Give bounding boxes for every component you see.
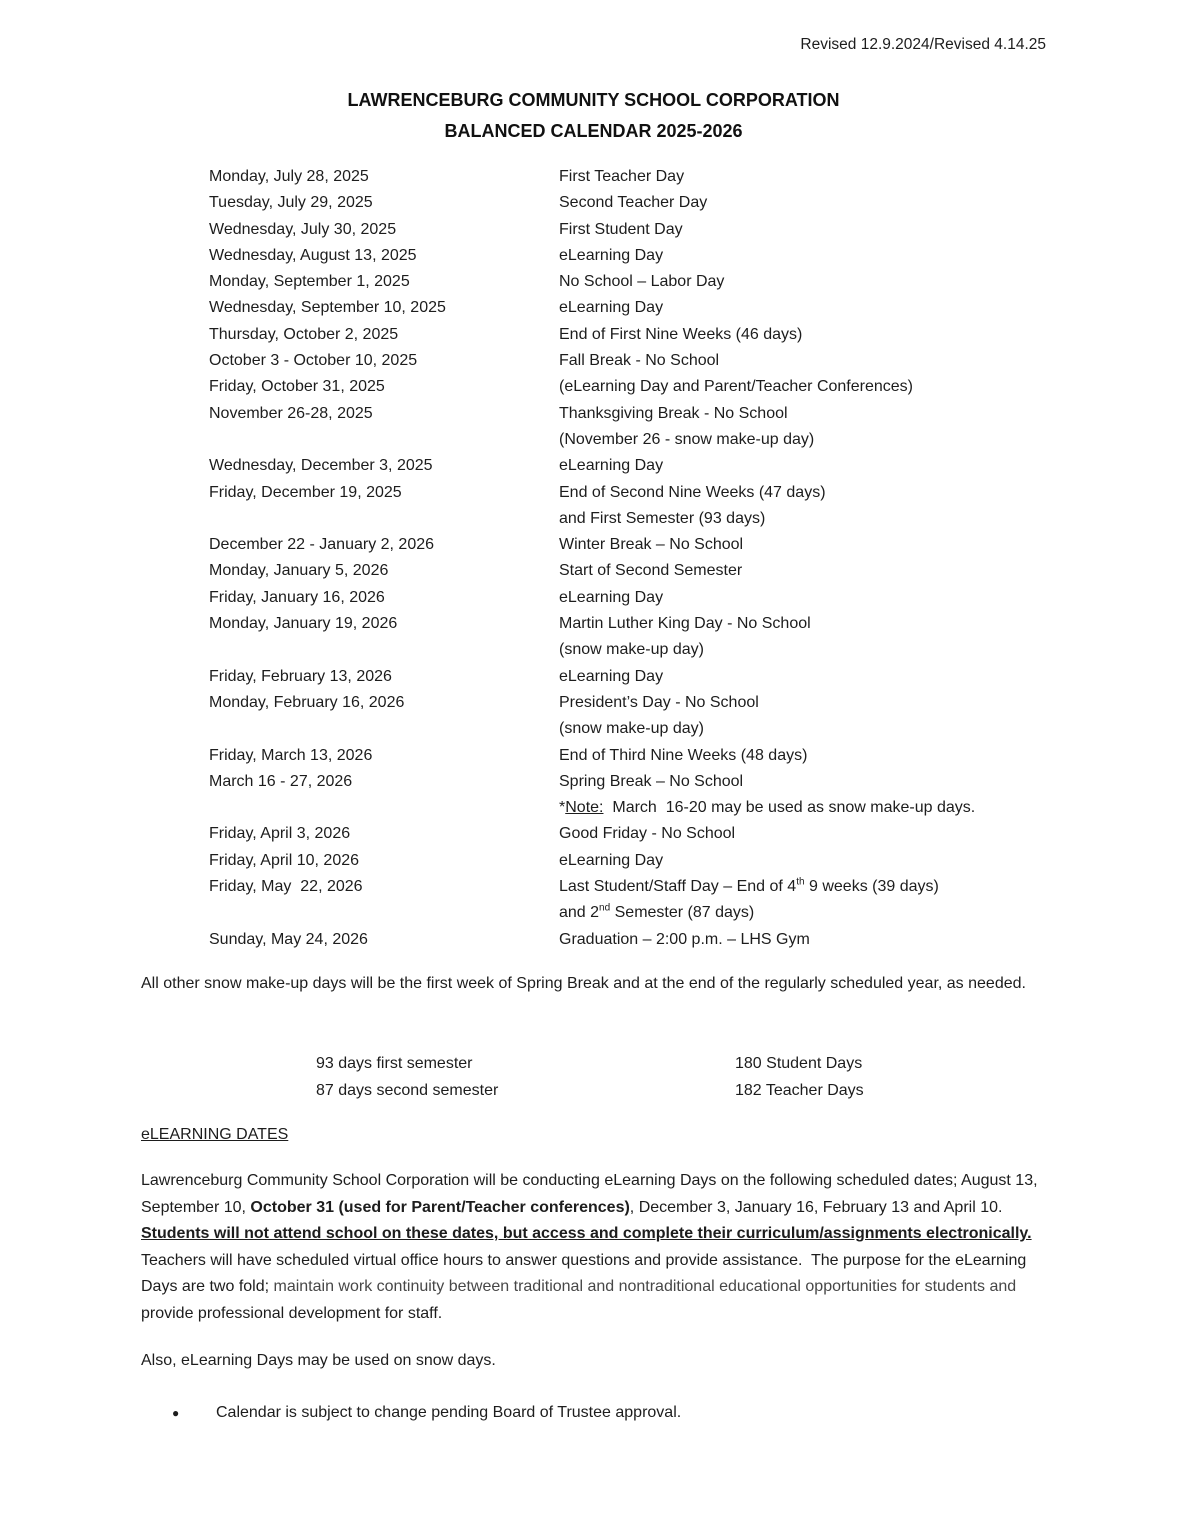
calendar-date: December 22 - January 2, 2026	[209, 536, 435, 554]
snow-makeup-note: All other snow make-up days will be the first week of Spring Break and at the end of the regularly scheduled year, as needed.	[141, 975, 1026, 992]
calendar-date: Friday, February 13, 2026	[209, 667, 392, 685]
elearning-paragraph	[141, 1168, 1047, 1328]
calendar-row	[209, 427, 975, 453]
calendar-date: Wednesday, September 10, 2025	[209, 299, 446, 317]
calendar-event	[559, 821, 735, 847]
calendar-row	[209, 585, 975, 611]
text-segment: Lawrenceburg Community School Corporation will be conducting eLearning Days on the following scheduled dates; August 13, September 10,	[141, 1172, 1042, 1216]
calendar-row	[209, 900, 975, 926]
text-segment: President’s Day - No School	[559, 693, 759, 711]
calendar-row	[209, 164, 975, 190]
calendar-date: Friday, April 3, 2026	[209, 825, 351, 843]
text-segment: eLearning Day	[559, 246, 664, 264]
calendar-event	[559, 874, 939, 900]
calendar-event	[559, 769, 743, 795]
calendar-event	[559, 690, 759, 716]
calendar-date: Monday, January 5, 2026	[209, 562, 389, 580]
text-segment: Graduation – 2:00 p.m. – LHS Gym	[559, 930, 810, 948]
text-segment: Martin Luther King Day - No School	[559, 615, 811, 633]
semester-days: 87 days second semester	[316, 1081, 499, 1099]
calendar-event	[559, 611, 811, 637]
title-line-2: BALANCED CALENDAR 2025-2026	[444, 121, 743, 141]
calendar-event	[559, 716, 704, 742]
calendar-row	[209, 848, 975, 874]
calendar-row	[209, 769, 975, 795]
text-segment: End of Third Nine Weeks (48 days)	[559, 746, 808, 764]
bullet-text: Calendar is subject to change pending Board of Trustee approval.	[216, 1404, 682, 1421]
calendar-event	[559, 795, 975, 821]
also-note: Also, eLearning Days may be used on snow days.	[141, 1352, 496, 1369]
calendar-row	[209, 716, 975, 742]
calendar-row	[209, 690, 975, 716]
calendar-event	[559, 558, 742, 584]
calendar-event	[559, 927, 810, 953]
semester-summary-row	[316, 1051, 864, 1078]
text-segment: maintain work continuity between traditional and nontraditional educational opportunities for students and	[273, 1278, 1021, 1296]
semester-summary-row	[316, 1078, 864, 1105]
calendar-event	[559, 848, 663, 874]
text-segment: Teachers will have scheduled virtual office hours to answer questions and provide assistance. The purpose for the eLearning Days are two fold;	[141, 1225, 1041, 1296]
text-segment: End of First Nine Weeks (46 days)	[559, 325, 803, 343]
calendar-row	[209, 295, 975, 321]
calendar-date: October 3 - October 10, 2025	[209, 352, 418, 370]
calendar-row	[209, 480, 975, 506]
total-days: 180 Student Days	[735, 1055, 863, 1072]
text-segment: Note:	[565, 799, 604, 817]
text-segment: *	[559, 799, 566, 817]
calendar-date	[209, 716, 559, 742]
calendar-event	[559, 664, 663, 690]
calendar-row	[209, 927, 975, 953]
calendar-event	[559, 269, 724, 295]
text-segment: (snow make-up day)	[559, 720, 704, 738]
calendar-date: Sunday, May 24, 2026	[209, 930, 368, 948]
text-segment: Semester (87 days)	[610, 904, 755, 922]
calendar-event	[559, 743, 807, 769]
text-segment: , December 3, January 16, February 13 and April 10.	[629, 1198, 1012, 1216]
calendar-event	[559, 322, 802, 348]
total-days: 182 Teacher Days	[735, 1081, 864, 1099]
calendar-row	[209, 558, 975, 584]
text-segment: No School – Labor Day	[559, 273, 725, 291]
title-line-1: LAWRENCEBURG COMMUNITY SCHOOL CORPORATION	[347, 90, 840, 110]
calendar-event	[559, 374, 913, 400]
calendar-event	[559, 243, 663, 269]
calendar-event	[559, 348, 719, 374]
text-segment: eLearning Day	[559, 667, 664, 685]
calendar-date: Wednesday, August 13, 2025	[209, 246, 417, 264]
calendar-row	[209, 743, 975, 769]
calendar-row	[209, 269, 975, 295]
calendar-row	[209, 506, 975, 532]
calendar-row	[209, 322, 975, 348]
calendar-event	[559, 217, 683, 243]
calendar-event	[559, 453, 663, 479]
bullet-item	[172, 1404, 681, 1422]
text-segment: Fall Break - No School	[559, 352, 720, 370]
calendar-row	[209, 217, 975, 243]
calendar-row	[209, 795, 975, 821]
calendar-date: Monday, September 1, 2025	[209, 273, 410, 291]
text-segment: 9 weeks (39 days)	[804, 878, 939, 896]
calendar-event	[559, 480, 826, 506]
calendar-date	[209, 795, 559, 821]
document-title	[0, 85, 1187, 147]
text-segment: End of Second Nine Weeks (47 days)	[559, 483, 826, 501]
calendar-row	[209, 348, 975, 374]
calendar-date: Friday, March 13, 2026	[209, 746, 373, 764]
calendar-row	[209, 374, 975, 400]
calendar-date: Friday, April 10, 2026	[209, 851, 360, 869]
calendar-date: November 26-28, 2025	[209, 404, 373, 422]
revision-note: Revised 12.9.2024/Revised 4.14.25	[800, 36, 1046, 53]
text-segment: (snow make-up day)	[559, 641, 704, 659]
calendar-row	[209, 532, 975, 558]
calendar-date: Friday, May 22, 2026	[209, 878, 363, 896]
semester-summary	[316, 1051, 864, 1104]
text-segment: provide professional development for staff.	[141, 1304, 443, 1322]
text-segment: eLearning Day	[559, 299, 664, 317]
calendar-date: Wednesday, December 3, 2025	[209, 457, 433, 475]
text-segment: Last Student/Staff Day – End of 4	[559, 878, 797, 896]
calendar-date	[209, 427, 559, 453]
text-segment: Second Teacher Day	[559, 194, 708, 212]
calendar-date: Monday, January 19, 2026	[209, 615, 398, 633]
calendar-event	[559, 532, 743, 558]
text-segment: th	[796, 876, 805, 888]
calendar-event	[559, 295, 663, 321]
calendar-row	[209, 874, 975, 900]
calendar-date	[209, 900, 559, 926]
text-segment: October 31 (used for Parent/Teacher conferences)	[250, 1198, 630, 1216]
calendar-event	[559, 190, 707, 216]
calendar-date: March 16 - 27, 2026	[209, 772, 353, 790]
calendar-row	[209, 453, 975, 479]
text-segment: and 2	[559, 904, 600, 922]
calendar-row	[209, 611, 975, 637]
calendar-date: Friday, October 31, 2025	[209, 378, 385, 396]
calendar-date: Monday, July 28, 2025	[209, 168, 369, 185]
calendar-date: Wednesday, July 30, 2025	[209, 220, 397, 238]
calendar-date	[209, 637, 559, 663]
calendar-event	[559, 637, 704, 663]
text-segment: Students will not attend school on these dates, but access and complete their curriculum/assignments electronically.	[141, 1225, 1032, 1243]
text-segment: Start of Second Semester	[559, 562, 743, 580]
calendar-event	[559, 900, 754, 926]
text-segment: First Teacher Day	[559, 168, 685, 185]
text-segment: eLearning Day	[559, 457, 664, 475]
calendar-event	[559, 401, 788, 427]
calendar-table	[209, 164, 975, 953]
calendar-row	[209, 821, 975, 847]
text-segment: eLearning Day	[559, 588, 664, 606]
calendar-date: Monday, February 16, 2026	[209, 693, 405, 711]
calendar-date: Thursday, October 2, 2025	[209, 325, 399, 343]
text-segment: First Student Day	[559, 220, 683, 238]
text-segment: Good Friday - No School	[559, 825, 736, 843]
calendar-row	[209, 664, 975, 690]
semester-days: 93 days first semester	[316, 1055, 473, 1072]
calendar-row	[209, 637, 975, 663]
text-segment: March 16-20 may be used as snow make-up days.	[603, 799, 976, 817]
text-segment: Spring Break – No School	[559, 772, 744, 790]
text-segment: (eLearning Day and Parent/Teacher Conferences)	[559, 378, 913, 396]
calendar-row	[209, 190, 975, 216]
calendar-row	[209, 243, 975, 269]
bullet-list	[172, 1404, 681, 1422]
calendar-date: Friday, December 19, 2025	[209, 483, 402, 501]
text-segment: (November 26 - snow make-up day)	[559, 430, 815, 448]
text-segment: Thanksgiving Break - No School	[559, 404, 788, 422]
calendar-event	[559, 427, 814, 453]
text-segment: nd	[599, 902, 611, 914]
calendar-date: Tuesday, July 29, 2025	[209, 194, 373, 212]
calendar-date: Friday, January 16, 2026	[209, 588, 385, 606]
bullet-icon: ●	[172, 1406, 180, 1420]
calendar-row	[209, 401, 975, 427]
calendar-event	[559, 164, 684, 190]
calendar-event	[559, 506, 765, 532]
text-segment: and First Semester (93 days)	[559, 509, 766, 527]
text-segment: eLearning Day	[559, 851, 664, 869]
elearning-dates-heading: eLEARNING DATES	[141, 1126, 289, 1143]
calendar-date	[209, 506, 559, 532]
text-segment: Winter Break – No School	[559, 536, 744, 554]
calendar-event	[559, 585, 663, 611]
